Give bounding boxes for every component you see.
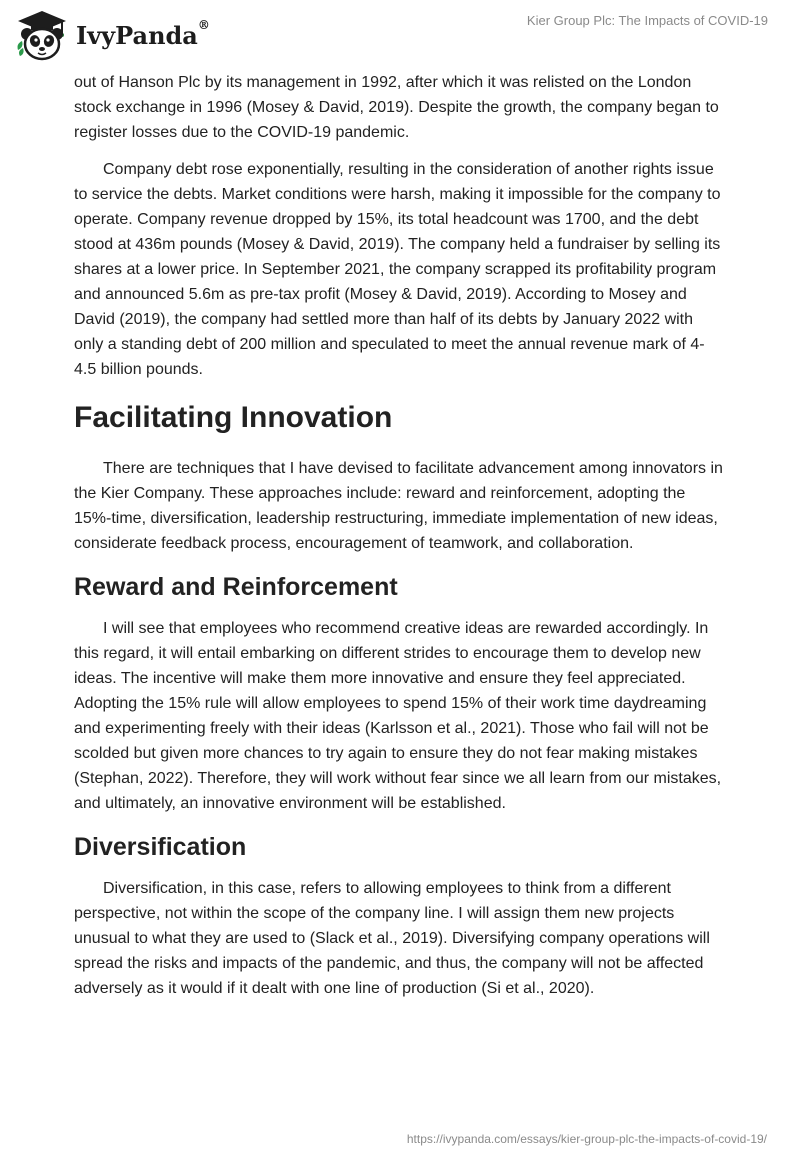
section-heading: Facilitating Innovation — [74, 401, 393, 434]
brand-name: IvyPanda® — [76, 17, 210, 50]
source-url[interactable]: https://ivypanda.com/essays/kier-group-plc-the-impacts-of-covid-19/ — [406, 1132, 767, 1146]
subsection-heading: Reward and Reinforcement — [74, 573, 398, 601]
panda-graduate-icon — [14, 8, 70, 64]
brand-logo[interactable] — [14, 8, 210, 64]
subsection-heading: Diversification — [74, 833, 247, 861]
page-header — [0, 0, 800, 70]
registered-mark: ® — [197, 17, 210, 32]
paragraph: I will see that employees who recommend creative ideas are rewarded accordingly. In this regard, it will entail embarking on different strides to encourage them to develop new ideas. The incentive will make them more innovative and ensure they feel appreciated. Adopting the 15% rule will allow employees to spend 15% of their work time daydreaming and experimenting freely with their ideas (Karlsson et al., 2021). Those who fail will not be scolded but given more chances to try again to ensure they do not fear making mistakes (Stephan, 2022). Therefore, they will work without fear since we all learn from our mistakes, and ultimately, an innovative environment will be established. — [74, 620, 722, 812]
paragraph: out of Hanson Plc by its management in 1992, after which it was relisted on the London stock exchange in 1996 (Mosey & David, 2019). Despite the growth, the company began to register losses due to the COVID-19 pandemic. — [74, 74, 719, 141]
document-title: Kier Group Plc: The Impacts of COVID-19 — [526, 13, 768, 28]
paragraph: Company debt rose exponentially, resulting in the consideration of another rights issue to service the debts. Market conditions were harsh, making it impossible for the company to operate. Company revenue dropped by 15%, its total headcount was 1700, and the debt stood at 436m pounds (Mosey & David, 2019). The company held a fundraiser by selling its shares at a lower price. In September 2021, the company scrapped its profitability program and announced 5.6m as pre-tax profit (Mosey & David, 2019). According to Mosey and David (2019), the company had settled more than half of its debts by January 2022 with only a standing debt of 200 million and speculated to meet the annual revenue mark of 4-4.5 billion pounds. — [74, 161, 721, 378]
paragraph: Diversification, in this case, refers to allowing employees to think from a different perspective, not within the scope of the company line. I will assign them new projects unusual to what they are used to (Slack et al., 2019). Diversifying company operations will spread the risks and impacts of the pandemic, and thus, the company will not be affected adversely as it would if it dealt with one line of production (Si et al., 2020). — [74, 880, 710, 997]
paragraph: There are techniques that I have devised to facilitate advancement among innovators in the Kier Company. These approaches include: reward and reinforcement, adopting the 15%-time, diversification, leadership restructuring, immediate implementation of new ideas, considerate feedback process, encouragement of teamwork, and collaboration. — [74, 460, 723, 552]
essay-body — [74, 70, 724, 1013]
